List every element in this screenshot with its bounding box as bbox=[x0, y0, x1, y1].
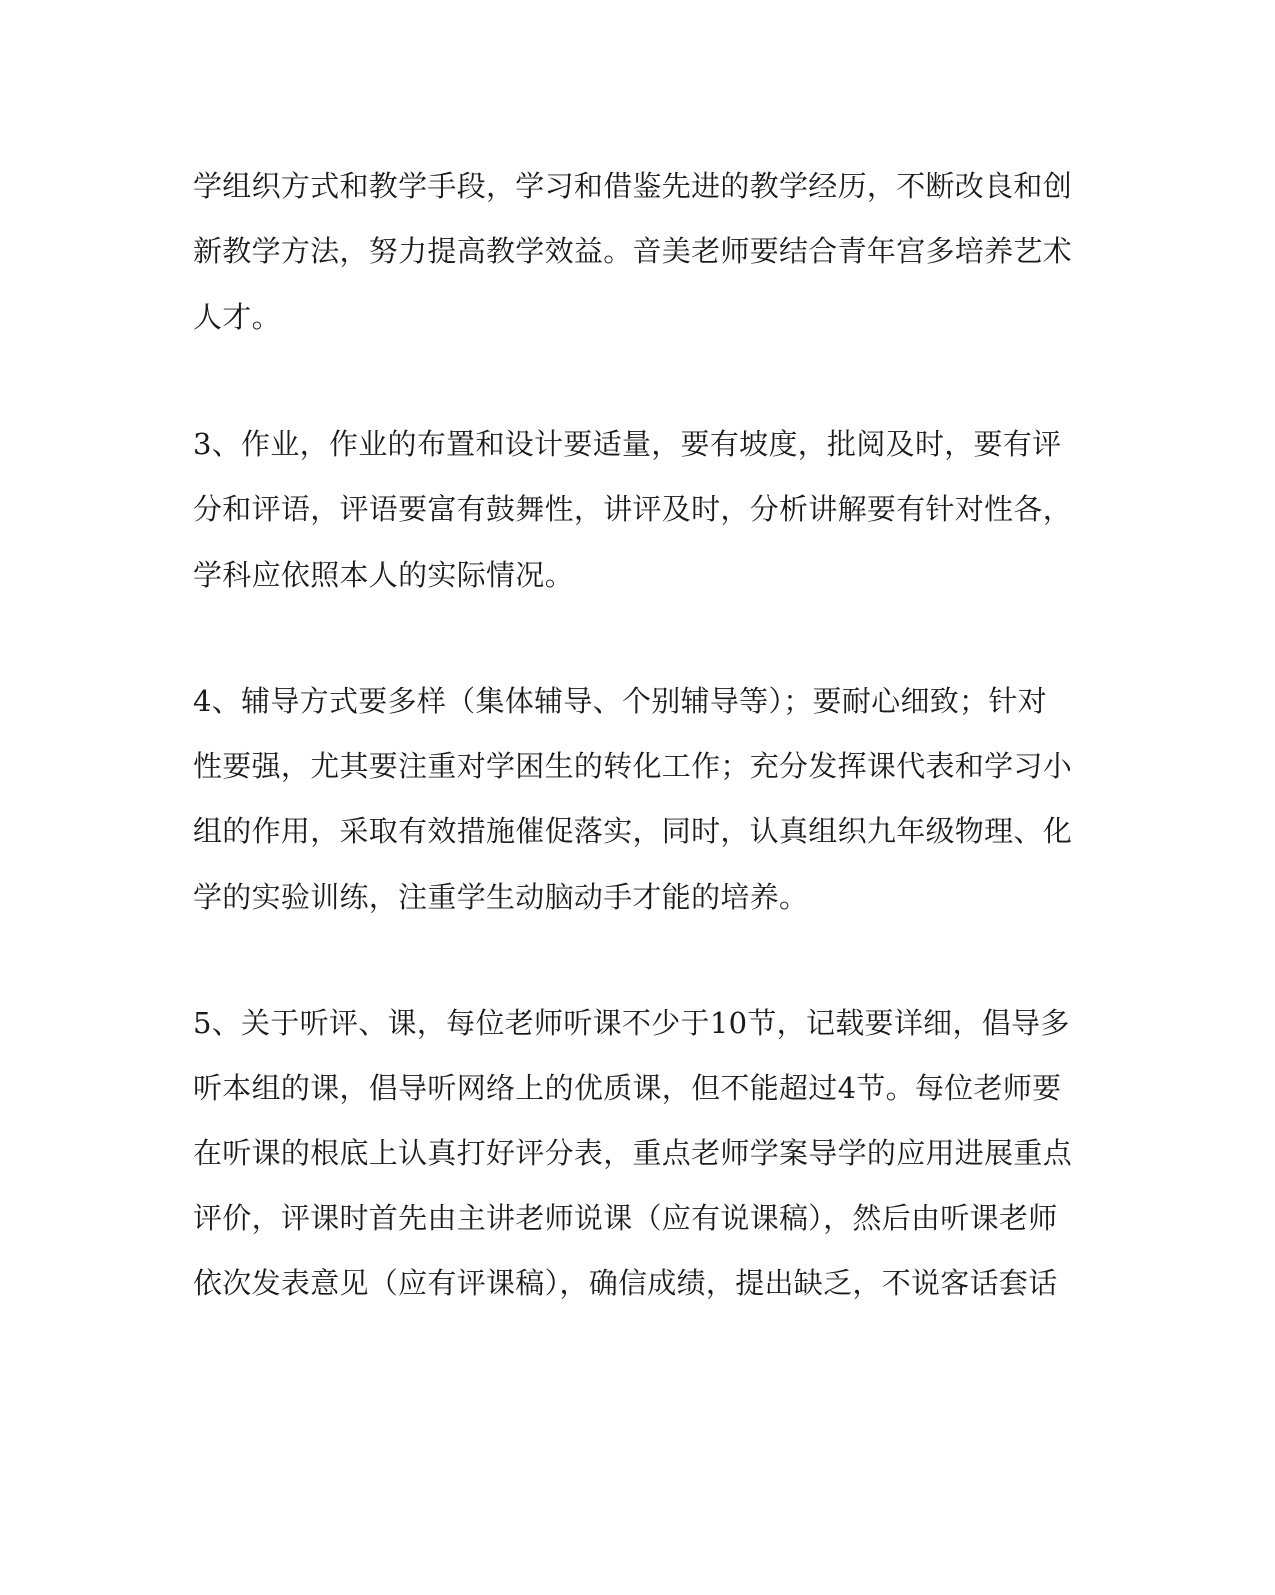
text-line: 5、关于听评、课，每位老师听课不少于10节，记载要详细，倡导多 bbox=[193, 1006, 1070, 1040]
text-line: 新教学方法，努力提高教学效益。音美老师要结合青年宫多培养艺术 bbox=[193, 234, 1073, 268]
text-line: 人才。 bbox=[193, 300, 281, 334]
text-line: 分和评语，评语要富有鼓舞性，讲评及时，分析讲解要有针对性各， bbox=[193, 492, 1073, 526]
text-line: 学的实验训练，注重学生动脑动手才能的培养。 bbox=[193, 880, 809, 914]
text-line: 听本组的课，倡导听网络上的优质课，但不能超过4节。每位老师要 bbox=[193, 1071, 1062, 1105]
text-line: 学科应依照本人的实际情况。 bbox=[193, 558, 574, 592]
text-line: 4、辅导方式要多样（集体辅导、个别辅导等）；要耐心细致；针对 bbox=[193, 684, 1047, 718]
text-line: 在听课的根底上认真打好评分表，重点老师学案导学的应用进展重点 bbox=[193, 1136, 1073, 1170]
text-line: 性要强，尤其要注重对学困生的转化工作；充分发挥课代表和学习小 bbox=[193, 749, 1073, 783]
text-line: 3、作业，作业的布置和设计要适量，要有坡度，批阅及时，要有评 bbox=[193, 427, 1062, 461]
text-line: 评价，评课时首先由主讲老师说课（应有说课稿），然后由听课老师 bbox=[193, 1201, 1058, 1235]
text-line: 学组织方式和教学手段，学习和借鉴先进的教学经历，不断改良和创 bbox=[193, 169, 1073, 203]
text-line: 依次发表意见（应有评课稿），确信成绩，提出缺乏，不说客话套话 bbox=[193, 1266, 1058, 1300]
text-line: 组的作用，采取有效措施催促落实，同时，认真组织九年级物理、化 bbox=[193, 814, 1073, 848]
